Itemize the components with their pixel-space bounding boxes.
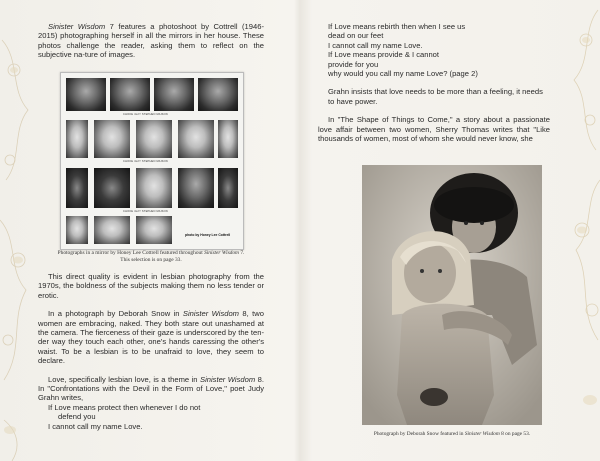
mirror-photo [136,216,172,244]
paragraph: This direct quality is evident in lesbian photography from the 1970s, the boldness of the subjects making them no less tender or erotic. [38,272,264,300]
magazine-title: Sinister Wisdom [48,22,106,31]
floral-decoration-right [556,0,600,461]
mirror-photo [136,168,172,208]
film-strip-label: CHOKE 4L2Y STEPHEN MAISON [123,210,168,213]
mirror-photo [66,216,88,244]
mirror-photo [154,78,194,111]
poem-excerpt: If Love means protect then whenever I do not defend you I cannot call my name Love. [48,402,201,431]
film-strip-label: CHOKE 4L2Y STEPHEN MAISON [123,113,168,116]
floral-decoration-left [0,0,40,461]
mirror-photo [94,168,130,208]
mirror-photo [178,120,214,158]
paragraph: Grahn insists that love needs to be more than a feeling, it needs to have power. [328,87,543,106]
couple-photograph [362,165,542,425]
couple-photo-caption: Photograph by Deborah Snow featured in Sinister Wisdom 8 on page 53. [373,431,531,437]
mirror-photo [66,120,88,158]
paragraph: In "The Shape of Things to Come," a story about a passionate love affair between two women, Sherry Thomas writes that "Like thousands of women, most of whom she would never know, she [318,115,550,144]
mirror-photo [178,168,214,208]
photo-credit: photo by Honey Lee Cottrell [185,233,231,237]
left-intro [38,22,264,69]
mirror-photo [136,120,172,158]
film-strip-label: CHOKE 4L2Y STEPHEN MAISON [123,160,168,163]
right-body [318,22,550,152]
mirror-photo [198,78,238,111]
paragraph: Love, specifically lesbian love, is a theme in Sinister Wisdom 8. In "Confrontations with the Devil in the Form of Love," poet Judy Grahn writes, [38,374,264,403]
mirror-photo [218,120,238,158]
mirror-photo [94,216,130,244]
intro-paragraph: Sinister Wisdom 7 features a photoshoot by Cottrell (1946-2015) photographing herself in all the mirrors in her house. These photos challenge the reader, asking them to reflect on the subjective na-ture of images. [38,22,264,60]
mirror-photo [110,78,150,111]
left-body [38,272,264,440]
poem-excerpt: If Love means rebirth then when I see us dead on our feet I cannot call my name Love. If Love means provide & I cannot provide for you why would you call my name Love? (page 2) [328,22,478,79]
mirror-photo [218,168,238,208]
mirror-photo [94,120,130,158]
mirror-photo [66,168,88,208]
contact-sheet-caption: Photographs in a mirror by Honey Lee Cottrell featured throughout Sinister Wisdom 7. This selection is on page 33. [57,250,245,263]
mirror-photo [66,78,106,111]
couple-photo-illustration [362,165,542,425]
contact-sheet-photo [60,72,244,250]
paragraph: In a photograph by Deborah Snow in Sinister Wisdom 8, two women are embracing, naked. They both stare out unashamed at the camera. The fierceness of their gaze is underscored by the ten-der way they touch each other, one's hands caressing the other's waist. To be a lesbian is to be unafraid to love, they seem to declare. [38,309,264,366]
